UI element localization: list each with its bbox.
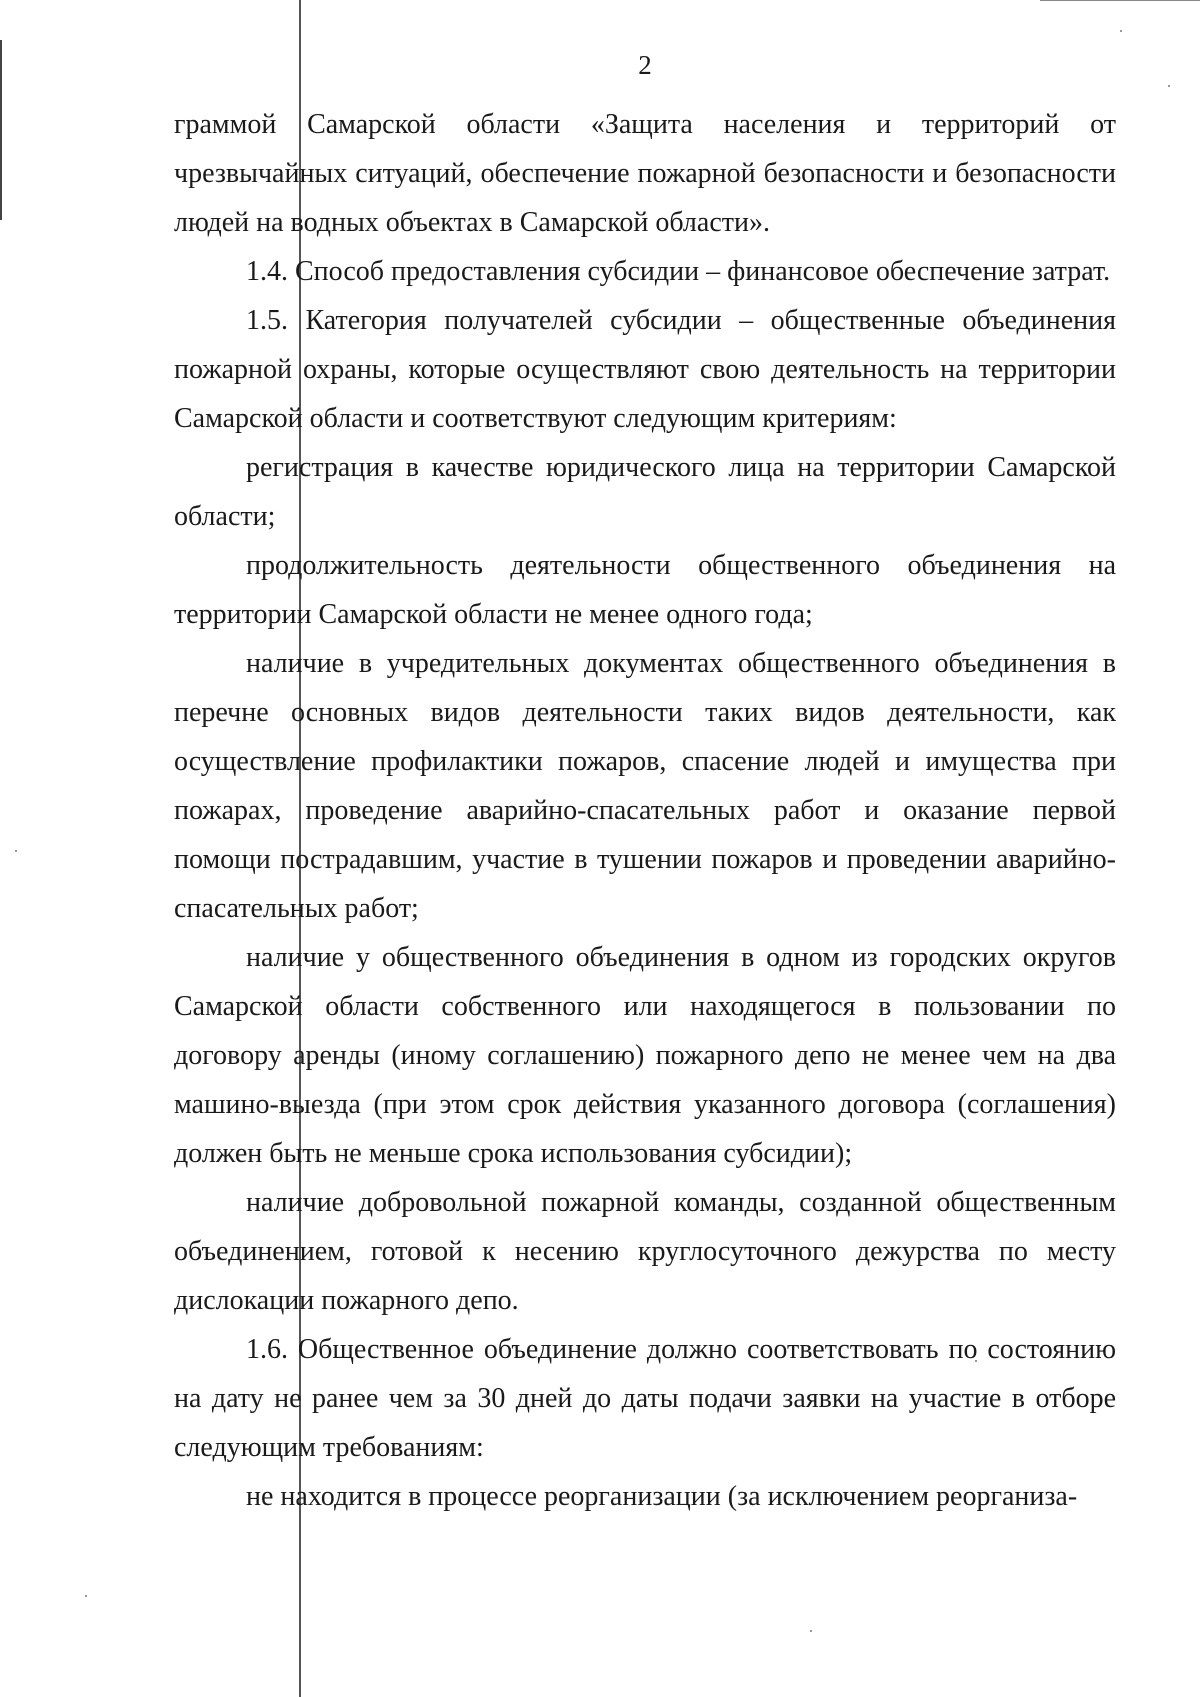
paragraph: регистрация в качестве юридического лица на территории Самарской области; <box>174 452 1116 532</box>
paragraph: 1.6. Общественное объединение должно соответствовать по состоянию на дату не ранее чем за 30 дней до даты подачи заявки на участие в отборе следующим требованиям: <box>174 1334 1116 1463</box>
page-number: 2 <box>638 50 652 80</box>
paragraph: наличие добровольной пожарной команды, созданной общественным объединением, готовой к несению круглосуточного дежурства по месту дислокации пожарного депо. <box>174 1187 1116 1316</box>
document-body <box>174 100 1116 1521</box>
paragraph: наличие в учредительных документах общественного объединения в перечне основных видов деятельности таких видов деятельности, как осуществление профилактики пожаров, спасение людей и имущества при пожарах, проведение аварийно-спасательных работ и оказание первой помощи пострадавшим, участие в тушении пожаров и проведении аварийно-спасательных работ; <box>174 648 1116 924</box>
paragraph: 1.4. Способ предоставления субсидии – финансовое обеспечение затрат. <box>246 256 1111 287</box>
paragraph: 1.5. Категория получателей субсидии – общественные объединения пожарной охраны, которые осуществляют свою деятельность на территории Самарской области и соответствуют следующим критериям: <box>174 305 1116 434</box>
scan-speck <box>810 1630 812 1632</box>
scan-speck <box>15 850 17 852</box>
scan-speck <box>1120 30 1122 32</box>
paragraph: наличие у общественного объединения в одном из городских округов Самарской области собственного или находящегося в пользовании по договору аренды (иному соглашению) пожарного депо не менее чем на два машино-выезда (при этом срок действия указанного договора (соглашения) должен быть не меньше срока использования субсидии); <box>174 942 1116 1169</box>
paragraph: граммой Самарской области «Защита населения и территорий от чрезвычайных ситуаций, обеспечение пожарной безопасности и безопасности людей на водных объектах в Самарской области». <box>174 109 1116 238</box>
paragraph: продолжительность деятельности общественного объединения на территории Самарской области не менее одного года; <box>174 550 1116 630</box>
paragraph: не находится в процессе реорганизации (за исключением реорганиза- <box>246 1481 1078 1512</box>
scan-speck <box>1168 85 1170 87</box>
scan-top-edge <box>1040 0 1200 1</box>
scan-speck <box>85 1595 87 1597</box>
